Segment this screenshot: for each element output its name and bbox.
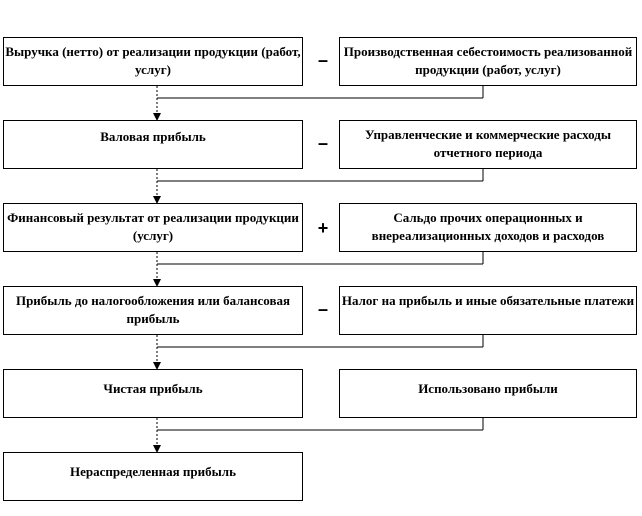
box-net-profit-text: Чистая прибыль [103, 381, 203, 396]
connector-5 [157, 418, 483, 452]
box-sales-financial-result-text: Финансовый результат от реализации продукции (услуг) [7, 210, 299, 243]
box-gross-profit [3, 120, 303, 169]
box-retained-earnings-text: Нераспределенная прибыль [70, 464, 236, 479]
box-admin-commercial-expenses [339, 120, 637, 169]
box-income-tax [339, 286, 637, 335]
box-profit-used-text: Использовано прибыли [418, 381, 558, 396]
box-other-income-balance-text: Сальдо прочих операционных и внереализационных доходов и расходов [371, 210, 605, 243]
operator-minus-3: – [317, 299, 328, 319]
box-sales-financial-result [3, 203, 303, 252]
operator-minus-1: – [317, 50, 328, 70]
box-gross-profit-text: Валовая прибыль [100, 129, 206, 144]
box-revenue [3, 37, 303, 86]
operator-minus-2: – [317, 133, 328, 153]
box-pretax-profit [3, 286, 303, 335]
box-retained-earnings [3, 452, 303, 501]
box-pretax-profit-text: Прибыль до налогообложения или балансовая прибыль [15, 293, 291, 326]
connector-1 [157, 86, 483, 120]
box-profit-used [339, 369, 637, 418]
connector-4 [157, 335, 483, 369]
box-net-profit [3, 369, 303, 418]
box-production-cost [339, 37, 637, 86]
box-other-income-balance [339, 203, 637, 252]
box-revenue-text: Выручка (нетто) от реализации продукции (работ, услуг) [5, 44, 301, 77]
connector-2 [157, 169, 483, 203]
operator-plus: + [317, 218, 329, 238]
box-admin-commercial-expenses-text: Управленческие и коммерческие расходы отчетного периода [364, 127, 612, 160]
box-income-tax-text: Налог на прибыль и иные обязательные платежи [341, 293, 635, 308]
connector-3 [157, 252, 483, 286]
box-production-cost-text: Производственная себестоимость реализованной продукции (работ, услуг) [343, 44, 633, 77]
